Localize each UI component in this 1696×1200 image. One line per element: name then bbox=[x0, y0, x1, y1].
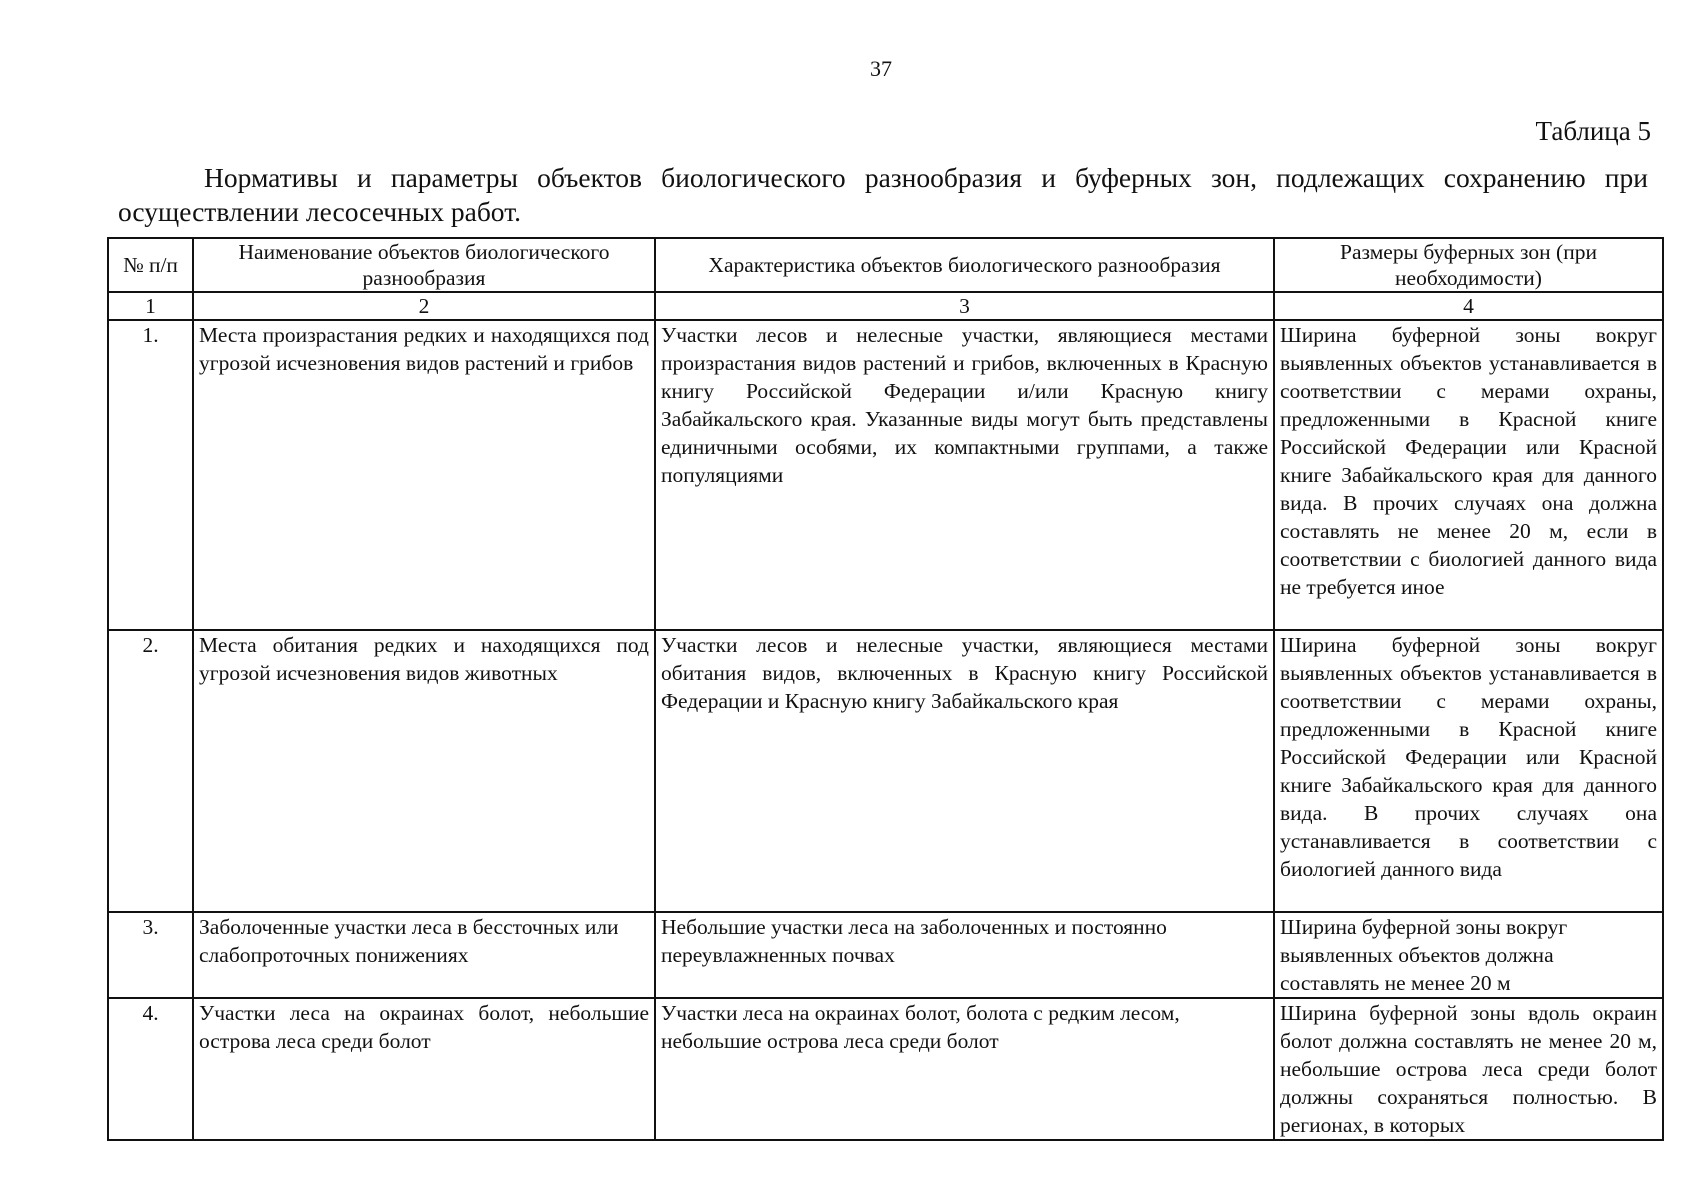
row-description: Небольшие участки леса на заболоченных и постоянно переувлажненных почвах bbox=[655, 912, 1274, 998]
column-number-3: 3 bbox=[655, 292, 1274, 320]
row-name: Заболоченные участки леса в бессточных или слабопроточных понижениях bbox=[193, 912, 655, 998]
row-buffer: Ширина буферной зоны вокруг выявленных объектов устанавливается в соответствии с мерами охраны, предложенными в Красной книге Российской Федерации или Красной книге Забайкальского края для данного вида. В прочих случаях она должна составлять не менее 20 м, если в соответствии с биологией данного вида не требуется иное bbox=[1274, 320, 1663, 630]
table-row bbox=[108, 912, 1663, 998]
row-number: 3. bbox=[108, 912, 193, 998]
row-description: Участки лесов и нелесные участки, являющиеся местами произрастания видов растений и грибов, включенных в Красную книгу Российской Федерации и/или Красную книгу Забайкальского края. Указанные виды могут быть представлены единичными особями, их компактными группами, а также популяциями bbox=[655, 320, 1274, 630]
norms-table bbox=[107, 237, 1664, 1141]
column-number-row bbox=[108, 292, 1663, 320]
column-number-1: 1 bbox=[108, 292, 193, 320]
header-name: Наименование объектов биологического разнообразия bbox=[193, 238, 655, 292]
row-name: Места обитания редких и находящихся под угрозой исчезновения видов животных bbox=[193, 630, 655, 912]
row-number: 1. bbox=[108, 320, 193, 630]
table-row bbox=[108, 320, 1663, 630]
row-number: 2. bbox=[108, 630, 193, 912]
column-number-2: 2 bbox=[193, 292, 655, 320]
header-buffer: Размеры буферных зон (при необходимости) bbox=[1274, 238, 1663, 292]
row-buffer: Ширина буферной зоны вокруг выявленных объектов должна составлять не менее 20 м bbox=[1274, 912, 1663, 998]
row-description: Участки лесов и нелесные участки, являющиеся местами обитания видов, включенных в Красную книгу Российской Федерации и Красную книгу Забайкальского края bbox=[655, 630, 1274, 912]
table-row bbox=[108, 998, 1663, 1140]
page-number: 37 bbox=[870, 56, 892, 81]
header-number: № п/п bbox=[108, 238, 193, 292]
row-buffer: Ширина буферной зоны вокруг выявленных объектов устанавливается в соответствии с мерами охраны, предложенными в Красной книге Российской Федерации или Красной книге Забайкальского края для данного вида. В прочих случаях она устанавливается в соответствии с биологией данного вида bbox=[1274, 630, 1663, 912]
row-buffer: Ширина буферной зоны вдоль окраин болот должна составлять не менее 20 м, небольшие острова леса среди болот должны сохраняться полностью. В регионах, в которых bbox=[1274, 998, 1663, 1140]
row-description: Участки леса на окраинах болот, болота с редким лесом, небольшие острова леса среди болот bbox=[655, 998, 1274, 1140]
table-caption: Таблица 5 bbox=[1535, 116, 1651, 146]
header-description: Характеристика объектов биологического разнообразия bbox=[655, 238, 1274, 292]
table-header-row bbox=[108, 238, 1663, 292]
table-row bbox=[108, 630, 1663, 912]
row-name: Участки леса на окраинах болот, небольшие острова леса среди болот bbox=[193, 998, 655, 1140]
row-number: 4. bbox=[108, 998, 193, 1140]
document-title: Нормативы и параметры объектов биологического разнообразия и буферных зон, подлежащих сохранению при осуществлении лесосечных работ. bbox=[118, 162, 1648, 227]
row-name: Места произрастания редких и находящихся под угрозой исчезновения видов растений и грибов bbox=[193, 320, 655, 630]
column-number-4: 4 bbox=[1274, 292, 1663, 320]
